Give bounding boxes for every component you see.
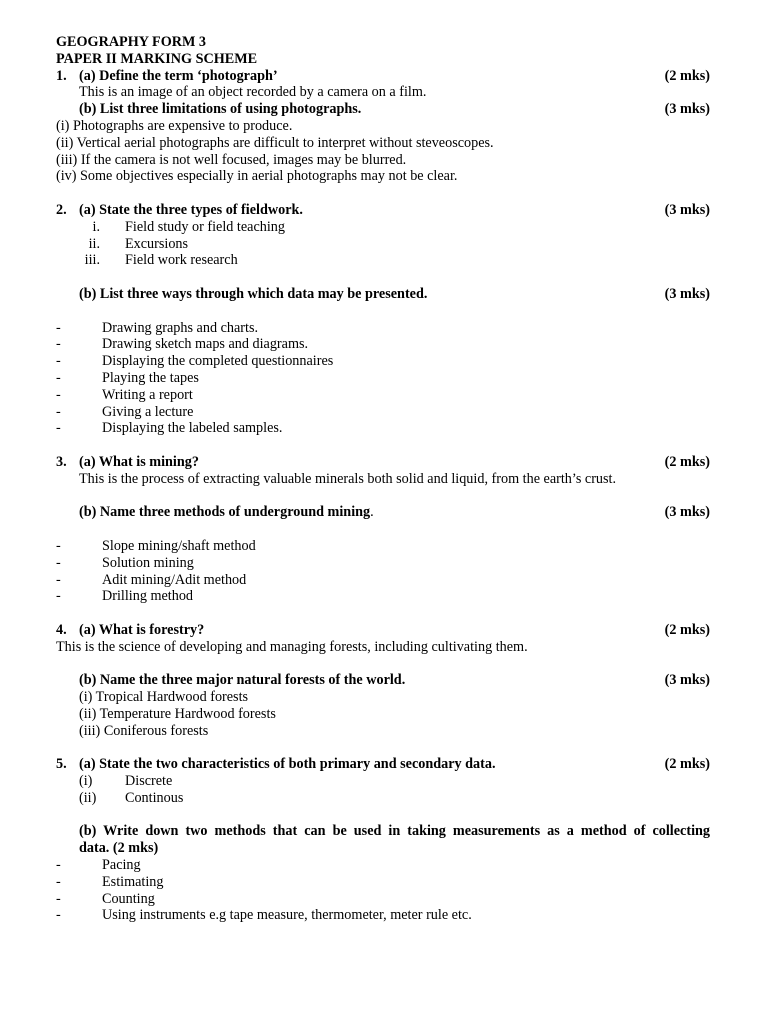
q4-a-answer: This is the science of developing and managing forests, including cultivating them. [56,638,528,655]
list-marker: (ii) [79,789,97,806]
q2-a-answer-3 [56,252,710,269]
list-marker: iii. [84,252,100,269]
list-text: Giving a lecture [102,403,194,420]
q4-b-marks: (3 mks) [664,672,710,689]
list-text: Discrete [125,773,173,790]
q2-a-marks: (3 mks) [664,201,710,218]
list-text: Field work research [125,252,238,269]
spacer [56,521,710,538]
q2-a-answer-2 [56,236,710,253]
dash-marker: - [56,319,61,336]
list-text: Field study or field teaching [125,218,285,235]
q1-b-question-row [56,101,710,118]
dash-marker: - [56,588,61,605]
list-text: Continous [125,789,184,806]
dash-marker: - [56,907,61,924]
q2-a-question: (a) State the three types of fieldwork. [79,201,303,218]
dash-marker: - [56,537,61,554]
list-text: Adit mining/Adit method [102,571,247,588]
list-text: Displaying the completed questionnaires [102,353,334,370]
dash-marker: - [56,353,61,370]
q5-a-question-row [56,756,710,773]
q1-b-marks: (3 mks) [664,101,710,118]
q1-b-question: (b) List three limitations of using photographs. [79,101,362,118]
q4-b-answer-1: (i) Tropical Hardwood forests [79,689,249,706]
q1-number: 1. [56,67,67,84]
dash-marker: - [56,554,61,571]
q5-b-question-line-2: data. (2 mks) [79,840,159,857]
dash-marker: - [56,873,61,890]
list-text: Counting [102,890,155,907]
q4-b-question-row [56,672,710,689]
dash-marker: - [56,420,61,437]
q1-b-answer-3: (iii) If the camera is not well focused, images may be blurred. [56,151,407,168]
q5-b-question-line-1: (b) Write down two methods that can be used in taking measurements as a method of collecting [79,823,710,840]
q1-b-answer-1: (i) Photographs are expensive to produce. [56,117,293,134]
q2-b-question: (b) List three ways through which data may be presented. [79,285,428,302]
dash-marker: - [56,369,61,386]
list-text: Using instruments e.g tape measure, thermometer, meter rule etc. [102,907,472,924]
q5-b-answer-2 [56,874,710,891]
q4-a-question-row [56,622,710,639]
q3-a-question: (a) What is mining? [79,453,199,470]
list-marker: ii. [88,235,100,252]
q4-b-answer-2: (ii) Temperature Hardwood forests [79,705,276,722]
q4-b-answer-3: (iii) Coniferous forests [79,722,209,739]
q1-b-answer-2: (ii) Vertical aerial photographs are difficult to interpret without steveoscopes. [56,134,494,151]
list-text: Slope mining/shaft method [102,537,256,554]
list-text: Writing a report [102,386,193,403]
spacer [56,807,710,824]
q3-number: 3. [56,453,67,470]
document-subtitle: PAPER II MARKING SCHEME [56,50,258,67]
q5-number: 5. [56,756,67,773]
q5-b-answer-3 [56,891,710,908]
q5-b-answer-1 [56,857,710,874]
q2-b-answer-1 [56,320,710,337]
list-text: Pacing [102,857,141,874]
list-text: Drilling method [102,588,194,605]
q1-a-question-row [56,68,710,85]
q2-b-answer-2 [56,336,710,353]
spacer [56,739,710,756]
q2-a-answer-1 [56,219,710,236]
q2-b-answer-3 [56,353,710,370]
q3-b-marks: (3 mks) [664,504,710,521]
q4-b-question: (b) Name the three major natural forests of the world. [79,672,406,689]
q3-b-answer-4 [56,588,710,605]
list-marker: i. [92,218,100,235]
q3-b-question-period: . [370,504,374,521]
spacer [56,269,710,286]
q2-a-question-row [56,202,710,219]
q2-number: 2. [56,201,67,218]
dash-marker: - [56,857,61,874]
q4-a-marks: (2 mks) [664,621,710,638]
q1-a-question: (a) Define the term ‘photograph’ [79,67,278,84]
q4-a-question: (a) What is forestry? [79,621,205,638]
spacer [56,488,710,505]
q3-b-answer-2 [56,555,710,572]
list-text: Solution mining [102,554,194,571]
spacer [56,605,710,622]
q2-b-answer-7 [56,420,710,437]
list-text: Estimating [102,873,164,890]
q2-b-answer-5 [56,387,710,404]
spacer [56,185,710,202]
q3-a-question-row [56,454,710,471]
marking-scheme-page [56,34,710,924]
q2-b-question-row [56,286,710,303]
list-text: Drawing graphs and charts. [102,319,259,336]
document-title: GEOGRAPHY FORM 3 [56,34,207,50]
q3-a-marks: (2 mks) [664,453,710,470]
q2-b-answer-4 [56,370,710,387]
q5-a-answer-1 [56,773,710,790]
list-text: Excursions [125,235,189,252]
q1-a-marks: (2 mks) [664,67,710,84]
spacer [56,655,710,672]
dash-marker: - [56,386,61,403]
q3-b-answer-1 [56,538,710,555]
dash-marker: - [56,571,61,588]
q2-b-marks: (3 mks) [664,285,710,302]
list-text: Displaying the labeled samples. [102,420,283,437]
q1-a-answer: This is an image of an object recorded by a camera on a film. [79,84,427,101]
q2-b-answer-6 [56,404,710,421]
q3-a-answer: This is the process of extracting valuable minerals both solid and liquid, from the earth’s crust. [79,470,617,487]
q3-b-question-row [56,504,710,521]
q5-a-marks: (2 mks) [664,756,710,773]
list-text: Playing the tapes [102,369,199,386]
q5-a-question: (a) State the two characteristics of both primary and secondary data. [79,756,496,773]
q5-a-answer-2 [56,790,710,807]
q1-b-answer-4: (iv) Some objectives especially in aerial photographs may not be clear. [56,168,458,185]
q3-b-question: (b) Name three methods of underground mining [79,504,371,521]
dash-marker: - [56,403,61,420]
q3-b-answer-3 [56,572,710,589]
spacer [56,303,710,320]
list-marker: (i) [79,773,93,790]
dash-marker: - [56,890,61,907]
spacer [56,437,710,454]
dash-marker: - [56,336,61,353]
q4-number: 4. [56,621,67,638]
q5-b-answer-4 [56,907,710,924]
list-text: Drawing sketch maps and diagrams. [102,336,309,353]
